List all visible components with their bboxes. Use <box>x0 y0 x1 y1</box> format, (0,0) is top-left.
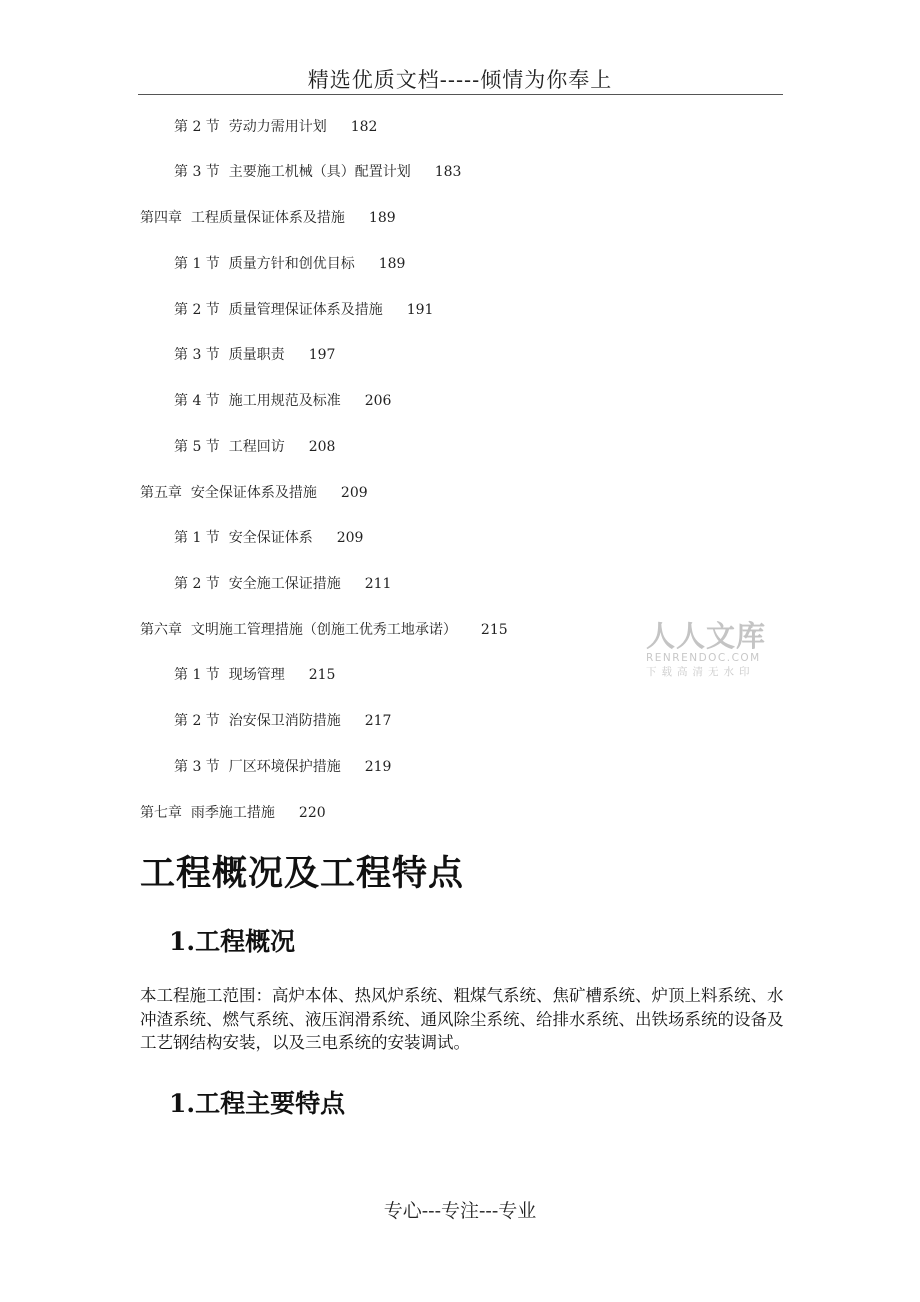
toc-entry <box>174 756 391 776</box>
toc-entry-page: 197 <box>308 347 336 363</box>
toc-entry-page: 189 <box>368 210 396 226</box>
toc-chapter <box>140 207 396 227</box>
toc-entry-label: 第 3 节 厂区环境保护措施 <box>174 759 341 775</box>
watermark-title: 人人文库 <box>646 619 767 653</box>
toc-entry-page: 208 <box>308 439 336 455</box>
toc-entry-page: 215 <box>308 667 336 683</box>
toc-entry-label: 第六章 文明施工管理措施（创施工优秀工地承诺） <box>140 622 457 638</box>
toc-entry-page: 182 <box>350 119 378 135</box>
toc-entry-label: 第 1 节 质量方针和创优目标 <box>174 256 355 272</box>
toc-entry <box>174 161 461 181</box>
toc-chapter <box>140 482 368 502</box>
toc-entry-page: 220 <box>298 805 326 821</box>
toc-entry <box>174 710 391 730</box>
toc-entry <box>174 253 405 273</box>
toc-entry-page: 211 <box>364 576 392 592</box>
toc-entry-label: 第 1 节 现场管理 <box>174 667 285 683</box>
toc-entry-page: 209 <box>336 530 364 546</box>
toc-chapter <box>140 802 326 822</box>
toc-entry-label: 第七章 雨季施工措施 <box>140 805 275 821</box>
watermark <box>646 620 776 679</box>
toc-chapter <box>140 619 508 639</box>
toc-entry <box>174 344 335 364</box>
toc-entry <box>174 390 391 410</box>
watermark-domain: RENRENDOC.COM <box>646 652 761 664</box>
section-heading: 1.工程主要特点 <box>169 1089 346 1118</box>
toc-entry-label: 第 1 节 安全保证体系 <box>174 530 313 546</box>
toc-entry <box>174 527 363 547</box>
toc-entry-label: 第 2 节 安全施工保证措施 <box>174 576 341 592</box>
toc-entry-label: 第 2 节 质量管理保证体系及措施 <box>174 302 383 318</box>
toc-entry-label: 第 3 节 主要施工机械（具）配置计划 <box>174 164 411 180</box>
toc-entry <box>174 664 335 684</box>
section-heading: 1.工程概况 <box>169 927 296 956</box>
toc-entry-label: 第五章 安全保证体系及措施 <box>140 485 317 501</box>
toc-entry <box>174 573 391 593</box>
toc-entry-label: 第 3 节 质量职责 <box>174 347 285 363</box>
toc-entry-label: 第 5 节 工程回访 <box>174 439 285 455</box>
watermark-tagline: 下载高清无水印 <box>646 666 755 678</box>
toc-entry-page: 209 <box>340 485 368 501</box>
toc-entry <box>174 116 377 136</box>
toc-entry-label: 第四章 工程质量保证体系及措施 <box>140 210 345 226</box>
toc-entry-page: 206 <box>364 393 392 409</box>
toc-entry-page: 183 <box>434 164 462 180</box>
toc-entry-page: 219 <box>364 759 392 775</box>
page-title: 工程概况及工程特点 <box>140 853 465 894</box>
toc-entry <box>174 436 335 456</box>
toc-entry <box>174 299 433 319</box>
toc-entry-label: 第 2 节 劳动力需用计划 <box>174 119 327 135</box>
header-divider <box>138 94 783 95</box>
toc-entry-label: 第 4 节 施工用规范及标准 <box>174 393 341 409</box>
toc-entry-page: 217 <box>364 713 392 729</box>
header-text: 精选优质文档-----倾情为你奉上 <box>307 68 613 92</box>
toc-entry-page: 189 <box>378 256 406 272</box>
body-paragraph: 本工程施工范围：高炉本体、热风炉系统、粗煤气系统、焦矿槽系统、炉顶上料系统、水冲渣系统、燃气系统、液压润滑系统、通风除尘系统、给排水系统、出铁场系统的设备及工艺钢结构安装，以及三电系统的安装调试。 <box>140 986 784 1052</box>
toc-entry-page: 191 <box>406 302 434 318</box>
toc-entry-page: 215 <box>480 622 508 638</box>
toc-entry-label: 第 2 节 治安保卫消防措施 <box>174 713 341 729</box>
page-footer: 专心---专注---专业 <box>383 1200 537 1222</box>
